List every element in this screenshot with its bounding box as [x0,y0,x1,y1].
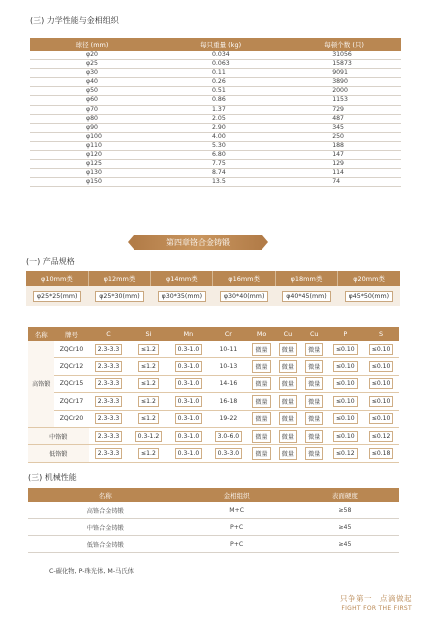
spec-header: φ14mm类 [151,271,213,286]
comp-header: Cu [275,327,301,341]
cell-value: 微量 [252,360,270,373]
cell-value: ≤1.2 [138,378,159,389]
table-cell [89,393,129,410]
section-title-mech-properties: (三) 机械性能 [28,473,77,482]
cell-value: 微量 [252,377,270,390]
slogan-english: FIGHT FOR THE FIRST [341,605,412,612]
mech-properties-table [28,488,399,553]
table-cell: M+C [183,502,291,519]
spec-cell [151,286,213,306]
cell-value: ≤0.10 [369,396,394,407]
table-cell: φ30 [30,69,154,78]
table-cell: 10-13 [208,358,248,375]
table-row [28,502,399,519]
cell-value: 微量 [305,377,323,390]
comp-header: 牌号 [54,327,88,341]
table-cell: 0.26 [154,78,287,87]
group-label: 低铬锻 [28,445,89,462]
table-cell: 0.51 [154,87,287,96]
cell-value: 微量 [305,412,323,425]
table-cell: 中铬合金铸锻 [28,519,183,536]
table-cell: ZQCr17 [54,393,88,410]
table-cell [275,410,301,427]
table-cell [327,358,363,375]
table-cell: P+C [183,519,291,536]
cell-value: ≤0.10 [333,431,358,442]
comp-header: 名称 [28,327,54,341]
cell-value: 3.0-6.0 [215,431,243,442]
table-row [30,151,401,160]
table-cell [248,375,274,392]
table-cell: φ25 [30,60,154,69]
table-cell: ≥45 [291,536,399,553]
section-title-mechanical-metallography: (三) 力学性能与金相组织 [30,16,119,25]
cell-value: 2.3-3.3 [95,361,123,372]
table-cell: φ110 [30,141,154,150]
table-row [30,141,401,150]
chapter-banner: 第四章铬合金铸锻 [134,235,262,250]
table-cell [89,410,129,427]
table-cell: 0.063 [154,60,287,69]
table-row [28,410,399,427]
spec-header: φ18mm类 [275,271,337,286]
spec-cell [338,286,400,306]
table-cell: 13.5 [154,178,287,187]
cell-value: 0.3-1.0 [175,396,203,407]
comp-header: Mn [168,327,208,341]
table-cell: φ40 [30,78,154,87]
mech-header: 金相组织 [183,488,291,502]
table-cell [301,358,327,375]
table-cell: 0.86 [154,96,287,105]
table-cell: φ80 [30,114,154,123]
table-cell [301,427,327,444]
cell-value: ≤1.2 [138,448,159,459]
col-header-diameter: 球径 (mm) [30,38,154,51]
table-cell: φ50 [30,87,154,96]
table-cell [248,410,274,427]
table-cell: 7.75 [154,160,287,169]
table-cell: φ60 [30,96,154,105]
cell-value: 微量 [252,447,270,460]
cell-value: 0.3-1.0 [175,361,203,372]
cell-value: 微量 [279,377,297,390]
table-cell: φ70 [30,105,154,114]
table-cell [89,445,129,462]
col-header-count: 每顿个数 (只) [287,38,401,51]
table-row [30,123,401,132]
table-cell [327,427,363,444]
spec-value: φ30*40(mm) [220,291,269,302]
table-cell [301,341,327,358]
cell-value: ≤0.10 [369,378,394,389]
cell-value: 0.3-1.0 [175,448,203,459]
cell-value: 微量 [305,430,323,443]
cell-value: 微量 [305,343,323,356]
table-cell: 487 [287,114,401,123]
cell-value: ≤0.10 [369,344,394,355]
table-row [30,105,401,114]
table-cell [301,410,327,427]
composition-table [28,327,399,463]
table-cell [363,410,399,427]
table-cell: 2.90 [154,123,287,132]
cell-value: 微量 [279,412,297,425]
cell-value: ≤0.10 [369,413,394,424]
table-cell: 8.74 [154,169,287,178]
table-cell: φ120 [30,151,154,160]
cell-value: 2.3-3.3 [95,448,123,459]
cell-value: 微量 [279,395,297,408]
group-label: 高铬锻 [28,341,54,427]
table-cell [301,393,327,410]
table-row [30,78,401,87]
cell-value: 微量 [305,395,323,408]
spec-value: φ25*25(mm) [33,291,82,302]
table-cell [275,341,301,358]
cell-value: 0.3-1.0 [175,431,203,442]
comp-header: Mo [248,327,274,341]
table-cell: 250 [287,132,401,141]
spec-header: φ10mm类 [26,271,88,286]
spec-header: φ20mm类 [338,271,400,286]
table-cell [128,358,168,375]
comp-header: Cu [301,327,327,341]
table-cell: 0.034 [154,51,287,60]
table-cell [363,445,399,462]
table-cell: 31056 [287,51,401,60]
table-cell [327,445,363,462]
cell-value: 0.3-1.0 [175,413,203,424]
table-row [30,178,401,187]
table-cell [128,375,168,392]
table-cell [208,427,248,444]
cell-value: 微量 [252,343,270,356]
table-cell [89,341,129,358]
cell-value: ≤0.10 [333,378,358,389]
cell-value: 微量 [279,447,297,460]
table-cell: 345 [287,123,401,132]
table-cell [363,358,399,375]
cell-value: 2.3-3.3 [95,396,123,407]
table-row [28,375,399,392]
section-title-specs: (一) 产品规格 [26,257,75,266]
table-cell: ZQCr10 [54,341,88,358]
table-cell [128,341,168,358]
table-cell: 1.37 [154,105,287,114]
table-cell [363,341,399,358]
table-cell: ≥58 [291,502,399,519]
table-cell [248,358,274,375]
table-cell: 19-22 [208,410,248,427]
table-cell: 729 [287,105,401,114]
table-cell: 5.30 [154,141,287,150]
table-cell [327,393,363,410]
cell-value: 0.3-1.2 [135,431,163,442]
table-cell [128,410,168,427]
table-row [28,536,399,553]
cell-value: 微量 [279,343,297,356]
comp-header: S [363,327,399,341]
table-cell: 188 [287,141,401,150]
cell-value: 微量 [279,430,297,443]
table-cell: 15873 [287,60,401,69]
table-cell: 2.05 [154,114,287,123]
cell-value: ≤1.2 [138,344,159,355]
spec-value: φ30*35(mm) [158,291,207,302]
table-cell [208,445,248,462]
table-cell: 低铬合金铸锻 [28,536,183,553]
cell-value: ≤0.10 [369,361,394,372]
table-cell: ZQCr15 [54,375,88,392]
spec-value: φ45*50(mm) [345,291,394,302]
table-cell: 1153 [287,96,401,105]
table-cell: φ130 [30,169,154,178]
spec-header: φ12mm类 [88,271,150,286]
table-cell [168,341,208,358]
cell-value: ≤0.10 [333,361,358,372]
table-cell [168,375,208,392]
comp-header: P [327,327,363,341]
cell-value: 微量 [252,412,270,425]
spec-value: φ40*45(mm) [282,291,331,302]
table-cell [248,445,274,462]
cell-value: ≤0.12 [333,448,358,459]
mech-header: 名称 [28,488,183,502]
table-cell: φ150 [30,178,154,187]
group-label: 中铬锻 [28,427,89,444]
table-cell [128,427,168,444]
table-cell [248,393,274,410]
table-cell: 9091 [287,69,401,78]
cell-value: ≤0.10 [333,396,358,407]
table-cell [275,445,301,462]
cell-value: ≤0.12 [369,431,394,442]
table-cell: 74 [287,178,401,187]
table-cell [168,358,208,375]
table-cell [327,410,363,427]
table-cell: 14-16 [208,375,248,392]
cell-value: 微量 [279,360,297,373]
table-cell [363,393,399,410]
table-row [30,87,401,96]
spec-cell [213,286,275,306]
table-cell: 129 [287,160,401,169]
table-cell: 4.00 [154,132,287,141]
table-cell: ≥45 [291,519,399,536]
spec-header: φ16mm类 [213,271,275,286]
legend-note: C-碳化物, P-珠光体, M-马氏体 [49,568,134,575]
table-cell [275,375,301,392]
cell-value: 微量 [252,430,270,443]
table-cell [301,445,327,462]
table-cell [327,341,363,358]
table-row [30,96,401,105]
table-cell: φ20 [30,51,154,60]
table-cell [275,393,301,410]
table-cell: φ90 [30,123,154,132]
cell-value: 0.3-3.0 [215,448,243,459]
table-cell: 114 [287,169,401,178]
table-row [30,60,401,69]
table-cell [89,427,129,444]
mech-header: 表面硬度 [291,488,399,502]
table-row [30,114,401,123]
table-cell: 16-18 [208,393,248,410]
cell-value: 微量 [252,395,270,408]
table-cell [168,445,208,462]
cell-value: 0.3-1.0 [175,344,203,355]
table-row [30,69,401,78]
table-cell: 高铬合金铸锻 [28,502,183,519]
cell-value: 微量 [305,360,323,373]
table-cell [248,427,274,444]
spec-cell [275,286,337,306]
table-row [28,393,399,410]
table-cell [363,427,399,444]
table-cell: 6.80 [154,151,287,160]
table-cell [168,427,208,444]
spec-cell [88,286,150,306]
table-cell: ZQCr12 [54,358,88,375]
cell-value: ≤1.2 [138,361,159,372]
table-cell [275,427,301,444]
table-cell [168,410,208,427]
table-row [30,160,401,169]
table-cell [168,393,208,410]
table-cell [89,375,129,392]
table-row [28,519,399,536]
comp-header: C [89,327,129,341]
cell-value: ≤0.10 [333,344,358,355]
table-cell: 147 [287,151,401,160]
table-cell [128,445,168,462]
table-cell: ZQCr20 [54,410,88,427]
cell-value: ≤1.2 [138,396,159,407]
cell-value: ≤0.10 [333,413,358,424]
table-cell: φ125 [30,160,154,169]
cell-value: 微量 [305,447,323,460]
table-cell [327,375,363,392]
table-row [28,427,399,444]
table-cell [301,375,327,392]
table-row [28,358,399,375]
cell-value: 2.3-3.3 [95,431,123,442]
table-cell: 3890 [287,78,401,87]
table-cell: P+C [183,536,291,553]
table-cell [89,358,129,375]
cell-value: ≤0.18 [369,448,394,459]
table-cell [248,341,274,358]
table-row [28,445,399,462]
comp-header: Cr [208,327,248,341]
table-cell: 2000 [287,87,401,96]
table-row [28,341,399,358]
table-row [30,132,401,141]
cell-value: 2.3-3.3 [95,413,123,424]
table-cell: φ100 [30,132,154,141]
cell-value: ≤1.2 [138,413,159,424]
spec-table [26,271,400,306]
table-cell: 0.11 [154,69,287,78]
comp-header: Si [128,327,168,341]
cell-value: 0.3-1.0 [175,378,203,389]
col-header-weight: 每只重量 (kg) [154,38,287,51]
table-cell [128,393,168,410]
cell-value: 2.3-3.3 [95,378,123,389]
slogan-chinese: 只争第一 点滴做起 [340,594,412,603]
table-cell [363,375,399,392]
ball-weight-table [30,38,401,187]
spec-value: φ25*30(mm) [95,291,144,302]
table-cell: 10-11 [208,341,248,358]
cell-value: 2.3-3.3 [95,344,123,355]
spec-cell [26,286,88,306]
table-row [30,169,401,178]
table-row [30,51,401,60]
table-cell [275,358,301,375]
